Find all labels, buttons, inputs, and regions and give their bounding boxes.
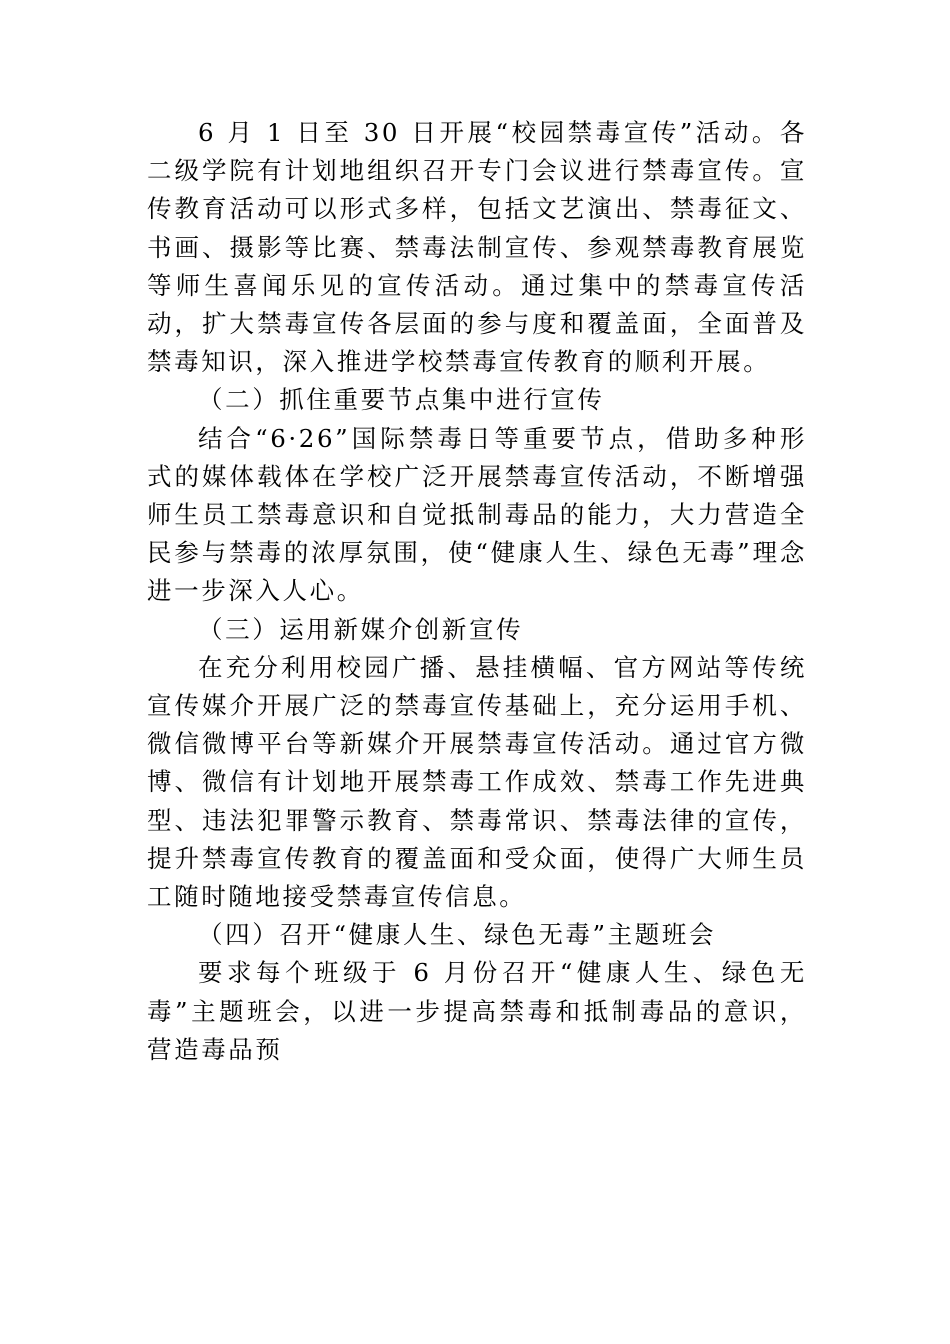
paragraph-key-dates: 结合“6·26”国际禁毒日等重要节点，借助多种形式的媒体载体在学校广泛开展禁毒宣传活动，不断增强师生员工禁毒意识和自觉抵制毒品的能力，大力营造全民参与禁毒的浓厚氛围，使“健康人生、绿色无毒”理念进一步深入人心。 bbox=[147, 423, 807, 606]
document-page bbox=[147, 114, 807, 1069]
paragraph-campus-campaign: 6 月 1 日至 30 日开展“校园禁毒宣传”活动。各二级学院有计划地组织召开专门会议进行禁毒宣传。宣传教育活动可以形式多样，包括文艺演出、禁毒征文、书画、摄影等比赛、禁毒法制宣传、参观禁毒教育展览等师生喜闻乐见的宣传活动。通过集中的禁毒宣传活动，扩大禁毒宣传各层面的参与度和覆盖面，全面普及禁毒知识，深入推进学校禁毒宣传教育的顺利开展。 bbox=[147, 118, 807, 377]
paragraph-new-media: 在充分利用校园广播、悬挂横幅、官方网站等传统宣传媒介开展广泛的禁毒宣传基础上，充分运用手机、微信微博平台等新媒介开展禁毒宣传活动。通过官方微博、微信有计划地开展禁毒工作成效、禁毒工作先进典型、违法犯罪警示教育、禁毒常识、禁毒法律的宣传，提升禁毒宣传教育的覆盖面和受众面，使得广大师生员工随时随地接受禁毒宣传信息。 bbox=[147, 652, 807, 912]
section-heading-key-dates: （二）抓住重要节点集中进行宣传 bbox=[198, 385, 605, 415]
section-heading-new-media: （三）运用新媒介创新宣传 bbox=[198, 614, 524, 644]
paragraph-class-meeting: 要求每个班级于 6 月份召开“健康人生、绿色无毒”主题班会，以进一步提高禁毒和抵制毒品的意识，营造毒品预 bbox=[147, 958, 807, 1064]
section-heading-class-meeting: （四）召开“健康人生、绿色无毒”主题班会 bbox=[198, 920, 717, 950]
